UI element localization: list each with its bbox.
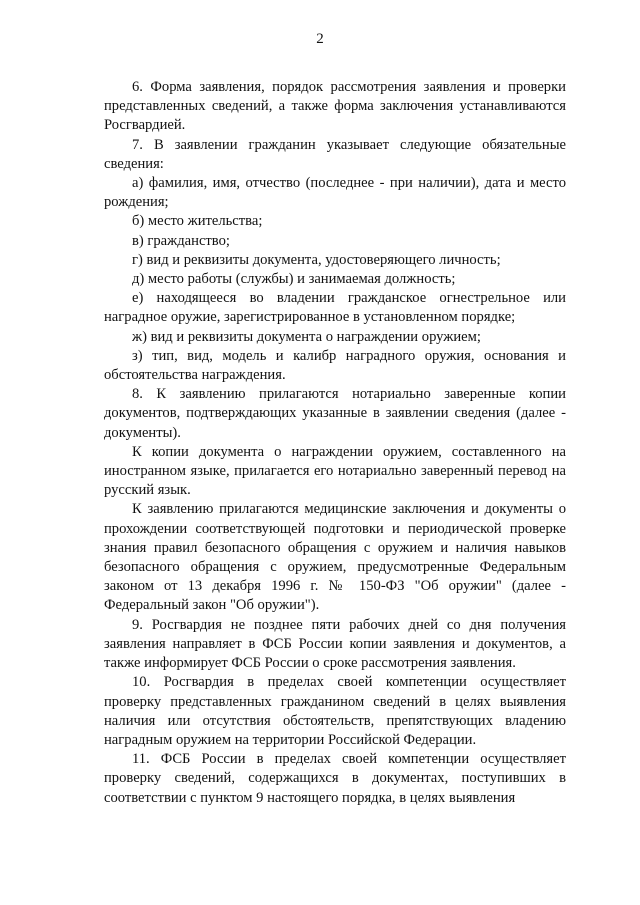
document-body (104, 78, 566, 808)
item-zh: ж) вид и реквизиты документа о награждении оружием; (132, 328, 481, 345)
paragraph-9: 9. Росгвардия не позднее пяти рабочих дней со дня получения заявления направляет в ФСБ России копии заявления и документов, а также информирует ФСБ России о сроке рассмотрения заявления. (104, 616, 566, 672)
paragraph-medical: К заявлению прилагаются медицинские заключения и документы о прохождении соответствующей подготовки и периодической проверке знания правил безопасного обращения с оружием и наличия навыков безопасного обращения с оружием, предусмотренные Федеральным законом от 13 декабря 1996 г. № 150-ФЗ "Об оружии" (далее - Федеральный закон "Об оружии"). (104, 501, 566, 614)
paragraph-6: 6. Форма заявления, порядок рассмотрения заявления и проверки представленных сведений, а также форма заключения устанавливаются Росгвардией. (104, 79, 566, 134)
item-g: г) вид и реквизиты документа, удостоверяющего личность; (132, 251, 501, 268)
item-d: д) место работы (службы) и занимаемая должность; (132, 271, 456, 288)
item-b: б) место жительства; (132, 213, 263, 230)
item-z: з) тип, вид, модель и калибр наградного оружия, основания и обстоятельства награждения. (104, 347, 566, 384)
item-e: е) находящееся во владении гражданское огнестрельное или наградное оружие, зарегистрированное в установленном порядке; (104, 290, 566, 326)
paragraph-translation: К копии документа о награждении оружием, составленного на иностранном языке, прилагается его нотариально заверенный перевод на русский язык. (104, 443, 566, 499)
page-number: 2 (316, 31, 324, 47)
paragraph-7: 7. В заявлении гражданин указывает следующие обязательные сведения: (104, 136, 566, 172)
item-a: а) фамилия, имя, отчество (последнее - при наличии), дата и место рождения; (104, 175, 566, 211)
paragraph-8: 8. К заявлению прилагаются нотариально заверенные копии документов, подтверждающих указанные в заявлении сведения (далее - документы). (104, 386, 566, 441)
item-v: в) гражданство; (132, 232, 230, 249)
paragraph-10: 10. Росгвардия в пределах своей компетенции осуществляет проверку представленных гражданином сведений в целях выявления наличия или отсутствия обстоятельств, препятствующих владению наградным оружием на территории Российской Федерации. (104, 674, 566, 748)
paragraph-11: 11. ФСБ России в пределах своей компетенции осуществляет проверку сведений, содержащихся в документах, поступивших в соответствии с пунктом 9 настоящего порядка, в целях выявления (104, 751, 566, 806)
